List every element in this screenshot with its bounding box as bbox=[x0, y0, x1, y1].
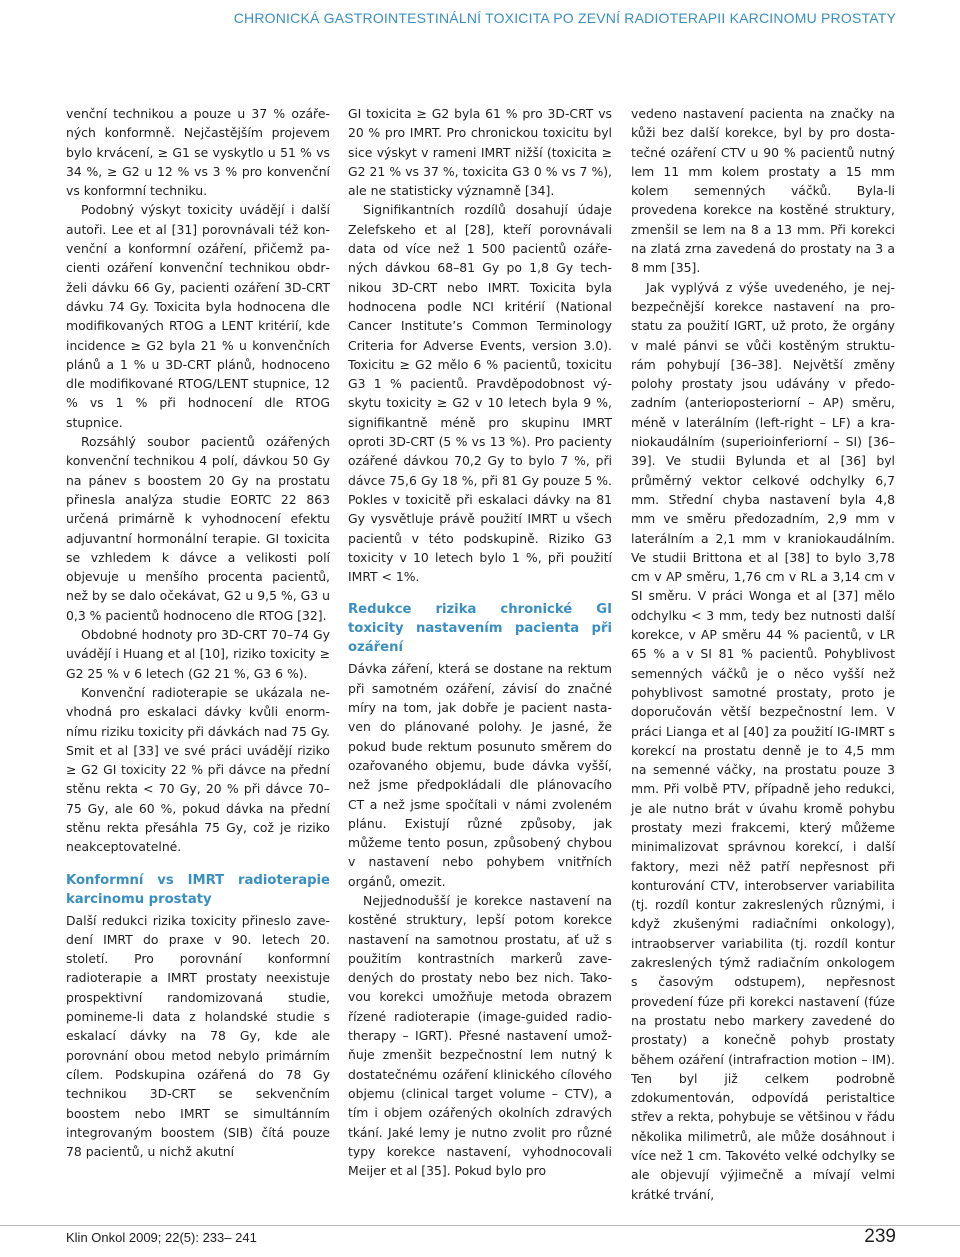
text-column-1 bbox=[66, 104, 330, 1161]
paragraph: Podobný výskyt toxicity uvádějí i další autoři. Lee et al [31] porovnávali též konvenční a konformní ozáření, přičemž pacienti ozáření konvenční technikou obdrželi dávku 66 Gy, pacienti ozáření 3D-CRT dávku 74 Gy. Toxicita byla hodnocena dle modifikovaných RTOG a LENT kritérií, kde incidence ≥ G2 byla 21 % u konvenčních plánů a 1 % u 3D-CRT plánů, hodnoceno dle modifikované RTOG/LENT stupnice, 12 % vs 1 % při hodnocení dle RTOG stupnice. bbox=[66, 202, 330, 430]
paragraph: Dávka záření, která se dostane na rektum při samotném ozáření, závisí do značné míry na tom, jak dobře je pacient nastaven do plánované polohy. Je jasné, že pokud bude rektum posunuto směrem do ozařovaného objemu, bude dávka vyšší, než jsme předpokládali dle plánovacího CT a než jsme spočítali v námi zvoleném plánu. Existují různé způsoby, jak můžeme tento posun, způsobený chybou v nastavení nebo pohybem vnitřních orgánů, omezit. bbox=[348, 661, 612, 889]
paragraph: Signifikantních rozdílů dosahují údaje Zelefskeho et al [28], kteří porovnávali data od více než 1 500 pacientů ozářených dávkou 68–81 Gy po 1,8 Gy technikou 3D-CRT nebo IMRT. Toxicita byla hodnocena podle NCI kritérií (National Cancer Institute’s Common Terminology Criteria for Adverse Events, version 3.0). Toxicitu ≥ G2 mělo 6 % pacientů, toxicitu G3 1 % pacientů. Pravděpodobnost výskytu toxicity ≥ G2 v 10 letech byla 9 %, signifikantně méně pro skupinu IMRT oproti 3D-CRT (5 % vs 13 %). Pro pacienty ozářené dávkou 70,2 Gy to bylo 7 %, při dávce 75,6 Gy 18 %, při 81 Gy pouze 5 %. Pokles v toxicitě při eskalaci dávky na 81 Gy vysvětluje právě použití IMRT u všech pacientů v této podskupině. Riziko G3 toxicity v 10 letech bylo 1 %, při použití IMRT < 1%. bbox=[348, 202, 612, 585]
running-header bbox=[0, 0, 960, 44]
paragraph: Další redukci rizika toxicity přineslo zavedení IMRT do praxe v 90. letech 20. století. Pro porovnání konformní radioterapie a IMRT prostaty neexistuje prospektivní randomizovaná studie, pomineme-li data z holandské studie s eskalací dávky na 78 Gy, kde ale porovnání obou metod nebylo primárním cílem. Podskupina ozářená do 78 Gy technikou 3D-CRT se sekvenčním boostem nebo IMRT se simultánním integrovaným boostem (SIB) čítá pouze 78 pacientů, u nichž akutní bbox=[66, 912, 330, 1160]
text-column-2 bbox=[348, 104, 612, 1180]
paragraph: venční technikou a pouze u 37 % ozářených konformně. Nejčastějším projevem bylo krvácení, ≥ G1 se vyskytlo u 51 % vs 34 %, ≥ G2 u 12 % vs 3 % pro konvenční vs konformní techniku. bbox=[66, 106, 330, 199]
text-column-3 bbox=[631, 104, 895, 1204]
section-heading: Konformní vs IMRT radioterapie karcinomu prostaty bbox=[66, 872, 330, 907]
journal-citation: Klin Onkol 2009; 22(5): 233– 241 bbox=[66, 1230, 257, 1245]
header-title: CHRONICKÁ GASTROINTESTINÁLNÍ TOXICITA PO ZEVNÍ RADIOTERAPII KARCINOMU PROSTATY bbox=[233, 10, 896, 26]
paragraph: GI toxicita ≥ G2 byla 61 % pro 3D-CRT vs 20 % pro IMRT. Pro chronickou toxicitu byl sice výskyt v rameni IMRT nižší (toxicita ≥ G2 21 % vs 37 %, toxicita G3 0 % vs 7 %), ale ne statisticky významně [34]. bbox=[348, 106, 612, 199]
paragraph: Rozsáhlý soubor pacientů ozářených konvenční technikou 4 polí, dávkou 50 Gy na pánev s boostem 20 Gy na prostatu přinesla analýza studie EORTC 22 863 určená primárně k vyhodnocení efektu adjuvantní hormonální terapie. GI toxicita se vzhledem k dávce a velikosti polí objevuje u menšího procenta pacientů, než by se dalo očekávat, G2 u 9,5 %, G3 u 0,3 % pacientů hodnoceno dle RTOG [32]. bbox=[66, 434, 330, 623]
paragraph: Nejjednodušší je korekce nastavení na kostěné struktury, lepší potom korekce nastavení na samotnou prostatu, ať už s použitím kontrastních markerů zavedených do prostaty nebo bez nich. Takovou korekci umožňuje metoda obrazem řízené radioterapie (image-guided radiotherapy – IGRT). Přesné nastavení umožňuje zmenšit bezpečnostní lem nutný k dostatečnému ozáření klinického cílového objemu (clinical target volume – CTV), a tím i objem ozářených okolních zdravých tkání. Jaké lemy je nutno zvolit pro různé typy korekce nastavení, vyhodnocovali Meijer et al [35]. Pokud bylo pro bbox=[348, 892, 612, 1179]
paragraph: Jak vyplývá z výše uvedeného, je nejbezpečnější korekce nastavení na prostatu za použití IGRT, už proto, že orgány v malé pánvi se vůči kostěným strukturám pohybují [36–38]. Největší změny polohy prostaty jsou udávány v předozadním (anterioposteriorní – AP) směru, méně v laterálním (left-right – LF) a kraniokaudálním (superioinferiorní – SI) [36–39]. Ve studii Bylunda et al [36] byl průměrný vektor celkové odchylky 6,7 mm. Střední chyba nastavení byla 4,8 mm ve směru předozadním, 2,9 mm v laterálním a 2,1 mm v kraniokaudálním. Ve studii Brittona et al [38] to bylo 3,78 cm v AP směru, 1,76 cm v RL a 3,14 cm v SI směru. V práci Wonga et al [37] mělo odchylku < 3 mm, tedy bez nutnosti další korekce, v AP směru 44 % pacientů, v LR 65 % a v SI 81 % pacientů. Pohyblivost semenných váčků je o něco vyšší než pohyblivost samotné prostaty, proto je doporučován větší bezpečnostní lem. V práci Lianga et al [40] za použití IG-IMRT s korekcí na prostatu denně je to 4,5 mm na semenné váčky, na prostatu pouze 3 mm. Při volbě PTV, případně jeho redukci, je ale nutno brát v úvahu kromě pohybu prostaty mezi frakcemi, který můžeme minimalizovat správnou korekcí, i další faktory, mezi něž patří nepřesnost při konturování CTV, interobserver variabilita (tj. rozdíl kontur zakreslených různými, i když zkušenými radiačními onkology), intraobserver variabilita (tj. rozdíl kontur zakreslených týmž radiačním onkologem s časovým odstupem), nepřesnost provedení fúze při korekci nastavení (fúze na prostatu nebo markery zavedené do prostaty) a konečně pohyb prostaty během ozáření (intrafraction motion – IM). Ten byl již celkem podrobně zdokumentován, odpovídá peristaltice střev a rekta, pohybuje se většinou v řádu několika milimetrů, ale může dosáhnout i více než 1 cm. Takovéto velké odchylky se ale objevují výjimečně a mívají velmi krátké trvání, bbox=[631, 279, 895, 1202]
footer-rule bbox=[0, 1225, 960, 1226]
paragraph: Obdobné hodnoty pro 3D-CRT 70–74 Gy uvádějí i Huang et al [10], riziko toxicity ≥ G2 25 % v 6 letech (G2 21 %, G3 6 %). bbox=[66, 627, 330, 681]
paragraph: vedeno nastavení pacienta na značky na kůži bez další korekce, byl by pro dostatečné ozáření CTV u 90 % pacientů nutný lem 11 mm kolem prostaty a 15 mm kolem semenných váčků. Byla-li provedena korekce na kostěné struktury, zmenšil se lem na 8 a 13 mm. Při korekci na zlatá zrna zavedená do prostaty na 3 a 8 mm [35]. bbox=[631, 106, 895, 276]
section-heading: Redukce rizika chronické GI toxicity nastavením pacienta při ozáření bbox=[348, 602, 612, 656]
page-number: 239 bbox=[864, 1226, 896, 1247]
paragraph: Konvenční radioterapie se ukázala nevhodná pro eskalaci dávky kvůli enormnímu riziku toxicity při dávkách nad 75 Gy. Smit et al [33] ve své práci uvádějí riziko ≥ G2 GI toxicity 22 % při dávce na přední stěnu rekta < 70 Gy, 20 % při dávce 70–75 Gy, ale 60 %, pokud dávka na přední stěnu rekta přesáhla 75 Gy, což je riziko neakceptovatelné. bbox=[66, 684, 330, 855]
